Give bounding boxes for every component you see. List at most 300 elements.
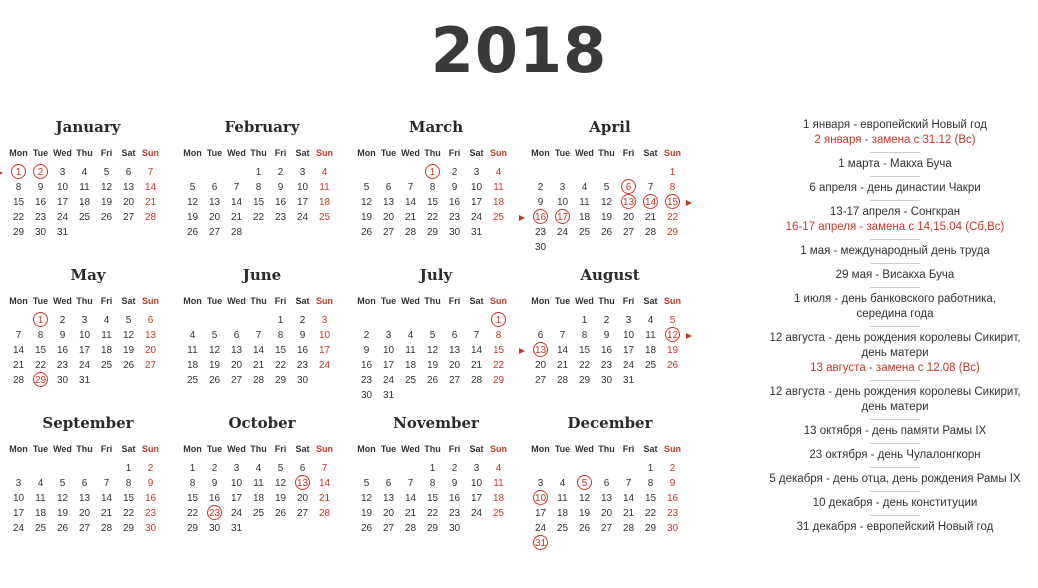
day-cell: 6 xyxy=(603,478,610,489)
day-cell: 2 xyxy=(669,463,676,474)
day-cell: 8 xyxy=(495,330,502,341)
holiday-entry xyxy=(760,292,1030,322)
day-cell: 25 xyxy=(318,212,331,223)
weekday-label: Sun xyxy=(316,148,333,158)
day-cell: 24 xyxy=(12,523,25,534)
day-cell: 17 xyxy=(296,197,309,208)
weekday-label: Tue xyxy=(206,296,223,306)
day-cell: 24 xyxy=(56,212,69,223)
day-cell: 26 xyxy=(600,227,613,238)
weekday-label: Sun xyxy=(142,148,159,158)
day-cell: 4 xyxy=(581,182,588,193)
day-cell: 4 xyxy=(255,463,262,474)
day-cell: 10 xyxy=(470,182,483,193)
day-cell: 14 xyxy=(622,493,635,504)
day-cell: 9 xyxy=(363,345,370,356)
day-cell: 21 xyxy=(556,360,569,371)
day-cell: 9 xyxy=(451,478,458,489)
day-cell: 19 xyxy=(56,508,69,519)
day-cell: 11 xyxy=(79,182,90,193)
day-cell: 19 xyxy=(426,360,439,371)
day-cell: 7 xyxy=(407,478,414,489)
day-cell: 4 xyxy=(495,463,502,474)
weekday-label: Wed xyxy=(401,148,420,158)
holiday-text: 13 октября - день памяти Рамы IX xyxy=(803,425,987,437)
day-cell: 23 xyxy=(666,508,679,519)
month-name: December xyxy=(567,414,653,432)
day-cell: 9 xyxy=(299,330,306,341)
day-cell: 14 xyxy=(230,197,243,208)
day-cell: 5 xyxy=(103,167,110,178)
day-cell: 21 xyxy=(622,508,635,519)
day-cell: 12 xyxy=(122,330,135,341)
weekday-label: Mon xyxy=(9,444,28,454)
day-cell: 17 xyxy=(622,345,635,356)
month-name: April xyxy=(589,118,631,136)
day-cell: 4 xyxy=(407,330,414,341)
day-cell: 21 xyxy=(470,360,483,371)
day-cell: 9 xyxy=(147,478,154,489)
day-cell: 29 xyxy=(492,375,505,386)
weekday-label: Fri xyxy=(448,296,461,306)
weekday-label: Mon xyxy=(531,148,550,158)
weekday-label: Thu xyxy=(76,444,93,454)
day-cell: 22 xyxy=(644,508,657,519)
month-name: February xyxy=(224,118,300,136)
day-cell: 5 xyxy=(125,315,132,326)
holiday-day: 5 xyxy=(574,476,595,491)
day-cell: 26 xyxy=(426,375,439,386)
day-cell: 28 xyxy=(470,375,483,386)
day-cell: 5 xyxy=(277,463,284,474)
day-cell: 20 xyxy=(534,360,547,371)
day-cell: 31 xyxy=(230,523,243,534)
holiday-day: 1 xyxy=(422,165,443,180)
day-cell: 19 xyxy=(360,508,373,519)
holiday-entry xyxy=(760,181,1030,196)
day-cell: 6 xyxy=(537,330,544,341)
weekday-label: Sat xyxy=(295,148,310,158)
day-cell: 12 xyxy=(360,493,373,504)
day-cell: 16 xyxy=(274,197,287,208)
day-cell: 24 xyxy=(470,212,483,223)
day-cell: 16 xyxy=(296,345,309,356)
day-cell: 30 xyxy=(56,375,69,386)
holiday-text: день матери xyxy=(861,401,929,413)
day-cell: 28 xyxy=(100,523,113,534)
day-cell: 19 xyxy=(600,212,613,223)
day-cell: 1 xyxy=(647,463,654,474)
weekday-label: Mon xyxy=(183,296,202,306)
weekday-label: Fri xyxy=(274,444,287,454)
day-cell: 3 xyxy=(473,167,480,178)
day-cell: 30 xyxy=(208,523,221,534)
holiday-text: 13-17 апреля - Сонгкран xyxy=(829,206,961,218)
day-cell: 31 xyxy=(470,227,483,238)
day-cell: 9 xyxy=(669,478,676,489)
day-cell: 2 xyxy=(537,182,544,193)
day-cell: 6 xyxy=(385,182,392,193)
day-cell: 18 xyxy=(578,212,591,223)
weekday-label: Wed xyxy=(227,444,246,454)
holiday-text: 23 октября - день Чулалонгкорн xyxy=(809,449,981,461)
day-cell: 4 xyxy=(321,167,328,178)
holiday-text: 1 марта - Макха Буча xyxy=(838,158,952,170)
day-cell: 3 xyxy=(15,478,22,489)
day-cell: 12 xyxy=(208,345,221,356)
day-cell: 23 xyxy=(448,212,461,223)
month-name: October xyxy=(228,414,296,432)
arrow-marker-icon xyxy=(686,333,692,339)
weekday-label: Sun xyxy=(664,444,681,454)
day-cell: 27 xyxy=(534,375,547,386)
day-cell: 6 xyxy=(233,330,240,341)
day-cell: 14 xyxy=(100,493,113,504)
day-cell: 23 xyxy=(534,227,547,238)
day-cell: 16 xyxy=(448,197,461,208)
weekday-label: Thu xyxy=(250,148,267,158)
day-cell: 29 xyxy=(186,523,199,534)
arrow-marker-icon xyxy=(519,348,525,354)
weekday-label: Fri xyxy=(274,296,287,306)
day-cell: 30 xyxy=(296,375,309,386)
arrow-marker-icon xyxy=(519,215,525,221)
month-april xyxy=(530,118,690,268)
day-cell: 13 xyxy=(448,345,461,356)
weekday-label: Wed xyxy=(575,444,594,454)
day-cell: 14 xyxy=(404,197,417,208)
day-cell: 20 xyxy=(208,212,221,223)
holiday-day: 2 xyxy=(30,165,51,180)
day-cell: 30 xyxy=(600,375,613,386)
day-cell: 28 xyxy=(12,375,25,386)
day-cell: 18 xyxy=(78,197,91,208)
weekday-label: Wed xyxy=(575,296,594,306)
weekday-label: Thu xyxy=(250,296,267,306)
day-cell: 27 xyxy=(600,523,613,534)
day-cell: 28 xyxy=(144,212,157,223)
day-cell: 6 xyxy=(451,330,458,341)
day-cell: 13 xyxy=(230,345,243,356)
day-cell: 10 xyxy=(78,330,91,341)
day-cell: 8 xyxy=(647,478,654,489)
weekday-label: Sat xyxy=(643,296,658,306)
weekday-label: Fri xyxy=(100,444,113,454)
holiday-text: 1 июля - день банковского работника, xyxy=(793,293,997,305)
holiday-divider xyxy=(870,491,920,492)
day-cell: 15 xyxy=(426,197,439,208)
day-cell: 8 xyxy=(189,478,196,489)
weekday-label: Wed xyxy=(227,148,246,158)
day-cell: 24 xyxy=(296,212,309,223)
day-cell: 5 xyxy=(429,330,436,341)
weekday-label: Sat xyxy=(643,148,658,158)
month-july xyxy=(356,266,516,416)
day-cell: 24 xyxy=(78,360,91,371)
day-cell: 1 xyxy=(669,167,676,178)
day-cell: 18 xyxy=(318,197,331,208)
holiday-divider xyxy=(870,380,920,381)
day-cell: 5 xyxy=(211,330,218,341)
holiday-entry xyxy=(760,448,1030,463)
day-cell: 6 xyxy=(211,182,218,193)
day-cell: 17 xyxy=(78,345,91,356)
day-cell: 11 xyxy=(645,330,656,341)
holiday-substitute-text: 2 января - замена с 31.12 (Вс) xyxy=(814,134,976,146)
day-cell: 22 xyxy=(274,360,287,371)
day-cell: 14 xyxy=(404,493,417,504)
day-cell: 7 xyxy=(255,330,262,341)
month-name: August xyxy=(580,266,640,284)
day-cell: 29 xyxy=(274,375,287,386)
day-cell: 12 xyxy=(426,345,439,356)
day-cell: 22 xyxy=(34,360,47,371)
holiday-divider xyxy=(870,326,920,327)
day-cell: 13 xyxy=(382,493,395,504)
day-cell: 3 xyxy=(537,478,544,489)
day-cell: 4 xyxy=(495,167,502,178)
month-september xyxy=(8,414,168,564)
day-cell: 3 xyxy=(233,463,240,474)
day-cell: 29 xyxy=(578,375,591,386)
day-cell: 31 xyxy=(78,375,91,386)
day-cell: 23 xyxy=(600,360,613,371)
day-cell: 7 xyxy=(147,167,154,178)
holiday-entry xyxy=(760,244,1030,259)
day-cell: 3 xyxy=(321,315,328,326)
holiday-day: 13 xyxy=(618,195,639,210)
holiday-substitute-text: 13 августа - замена с 12.08 (Вс) xyxy=(810,362,980,374)
weekday-label: Tue xyxy=(206,148,223,158)
day-cell: 6 xyxy=(299,463,306,474)
weekday-label: Wed xyxy=(53,444,72,454)
holiday-substitute-text: 16-17 апреля - замена с 14,15.04 (Сб,Вс) xyxy=(785,221,1005,233)
day-cell: 7 xyxy=(407,182,414,193)
day-cell: 4 xyxy=(647,315,654,326)
day-cell: 17 xyxy=(56,197,69,208)
day-cell: 28 xyxy=(230,227,243,238)
day-cell: 8 xyxy=(429,478,436,489)
holiday-divider xyxy=(870,419,920,420)
day-cell: 20 xyxy=(622,212,635,223)
day-cell: 11 xyxy=(579,197,590,208)
day-cell: 20 xyxy=(600,508,613,519)
weekday-label: Wed xyxy=(401,444,420,454)
day-cell: 25 xyxy=(556,523,569,534)
weekday-label: Tue xyxy=(206,444,223,454)
day-cell: 20 xyxy=(122,197,135,208)
day-cell: 19 xyxy=(360,212,373,223)
day-cell: 26 xyxy=(56,523,69,534)
month-november xyxy=(356,414,516,564)
holiday-day: 29 xyxy=(30,373,51,388)
holiday-divider xyxy=(870,239,920,240)
weekday-label: Sun xyxy=(142,444,159,454)
day-cell: 8 xyxy=(37,330,44,341)
weekday-label: Sun xyxy=(316,444,333,454)
day-cell: 16 xyxy=(144,493,157,504)
month-august xyxy=(530,266,690,416)
holiday-text: 5 декабря - день отца, день рождения Рамы IX xyxy=(769,473,1021,485)
day-cell: 18 xyxy=(100,345,113,356)
holiday-day: 23 xyxy=(204,506,225,521)
day-cell: 1 xyxy=(277,315,284,326)
holiday-divider xyxy=(870,515,920,516)
day-cell: 7 xyxy=(625,478,632,489)
day-cell: 10 xyxy=(296,182,309,193)
day-cell: 29 xyxy=(644,523,657,534)
day-cell: 11 xyxy=(319,182,330,193)
weekday-label: Tue xyxy=(380,296,397,306)
day-cell: 5 xyxy=(59,478,66,489)
holiday-text: 1 мая - международный день труда xyxy=(800,245,990,257)
day-cell: 15 xyxy=(426,493,439,504)
day-cell: 24 xyxy=(318,360,331,371)
day-cell: 17 xyxy=(230,493,243,504)
weekday-label: Fri xyxy=(448,444,461,454)
day-cell: 12 xyxy=(578,493,591,504)
day-cell: 26 xyxy=(578,523,591,534)
weekday-label: Thu xyxy=(598,444,615,454)
day-cell: 5 xyxy=(363,182,370,193)
day-cell: 4 xyxy=(559,478,566,489)
day-cell: 24 xyxy=(556,227,569,238)
day-cell: 14 xyxy=(12,345,25,356)
arrow-marker-icon xyxy=(686,200,692,206)
weekday-label: Mon xyxy=(357,148,376,158)
day-cell: 16 xyxy=(448,493,461,504)
day-cell: 21 xyxy=(404,508,417,519)
day-cell: 25 xyxy=(186,375,199,386)
day-cell: 6 xyxy=(385,478,392,489)
day-cell: 22 xyxy=(252,212,265,223)
day-cell: 14 xyxy=(556,345,569,356)
day-cell: 27 xyxy=(208,227,221,238)
day-cell: 31 xyxy=(622,375,635,386)
day-cell: 27 xyxy=(230,375,243,386)
holiday-text: 12 августа - день рождения королевы Сикирит, xyxy=(769,386,1021,398)
day-cell: 4 xyxy=(103,315,110,326)
day-cell: 9 xyxy=(211,478,218,489)
weekday-label: Sat xyxy=(121,444,136,454)
day-cell: 20 xyxy=(448,360,461,371)
day-cell: 24 xyxy=(534,523,547,534)
weekday-label: Tue xyxy=(380,148,397,158)
day-cell: 3 xyxy=(59,167,66,178)
day-cell: 19 xyxy=(208,360,221,371)
day-cell: 2 xyxy=(299,315,306,326)
day-cell: 8 xyxy=(581,330,588,341)
day-cell: 20 xyxy=(230,360,243,371)
weekday-label: Fri xyxy=(622,296,635,306)
day-cell: 2 xyxy=(211,463,218,474)
weekday-label: Sat xyxy=(295,444,310,454)
month-name: September xyxy=(42,414,134,432)
day-cell: 27 xyxy=(122,212,135,223)
weekday-label: Mon xyxy=(183,444,202,454)
day-cell: 23 xyxy=(144,508,157,519)
weekday-label: Sat xyxy=(469,296,484,306)
weekday-label: Sun xyxy=(490,148,507,158)
day-cell: 17 xyxy=(470,197,483,208)
holiday-text: день матери xyxy=(861,347,929,359)
day-cell: 11 xyxy=(493,478,504,489)
weekday-label: Sat xyxy=(295,296,310,306)
day-cell: 9 xyxy=(59,330,66,341)
weekday-label: Sat xyxy=(121,148,136,158)
day-cell: 18 xyxy=(492,493,505,504)
day-cell: 8 xyxy=(15,182,22,193)
day-cell: 11 xyxy=(405,345,416,356)
weekday-label: Sat xyxy=(469,148,484,158)
day-cell: 30 xyxy=(34,227,47,238)
day-cell: 10 xyxy=(12,493,25,504)
day-cell: 27 xyxy=(78,523,91,534)
weekday-label: Sat xyxy=(469,444,484,454)
weekday-label: Wed xyxy=(53,148,72,158)
holiday-entry xyxy=(760,205,1030,235)
holiday-entry xyxy=(760,157,1030,172)
weekday-label: Tue xyxy=(32,296,49,306)
day-cell: 3 xyxy=(625,315,632,326)
day-cell: 6 xyxy=(125,167,132,178)
day-cell: 8 xyxy=(429,182,436,193)
day-cell: 23 xyxy=(274,212,287,223)
day-cell: 25 xyxy=(100,360,113,371)
day-cell: 22 xyxy=(492,360,505,371)
day-cell: 20 xyxy=(382,508,395,519)
day-cell: 4 xyxy=(81,167,88,178)
day-cell: 11 xyxy=(253,478,264,489)
day-cell: 13 xyxy=(144,330,157,341)
holiday-divider xyxy=(870,287,920,288)
day-cell: 23 xyxy=(34,212,47,223)
day-cell: 29 xyxy=(12,227,25,238)
day-cell: 29 xyxy=(426,227,439,238)
holiday-entry xyxy=(760,496,1030,511)
holiday-day: 14 xyxy=(640,195,661,210)
day-cell: 9 xyxy=(537,197,544,208)
holiday-entry xyxy=(760,268,1030,283)
day-cell: 12 xyxy=(600,197,613,208)
weekday-label: Sun xyxy=(664,148,681,158)
day-cell: 18 xyxy=(186,360,199,371)
weekday-label: Sun xyxy=(490,444,507,454)
day-cell: 15 xyxy=(186,493,199,504)
weekday-label: Mon xyxy=(531,444,550,454)
weekday-label: Fri xyxy=(622,148,635,158)
day-cell: 19 xyxy=(100,197,113,208)
month-name: July xyxy=(419,266,453,284)
day-cell: 7 xyxy=(647,182,654,193)
day-cell: 19 xyxy=(274,493,287,504)
day-cell: 26 xyxy=(274,508,287,519)
day-cell: 15 xyxy=(252,197,265,208)
month-may xyxy=(8,266,168,416)
weekday-label: Fri xyxy=(100,296,113,306)
weekday-label: Tue xyxy=(32,444,49,454)
day-cell: 7 xyxy=(559,330,566,341)
day-cell: 2 xyxy=(147,463,154,474)
day-cell: 28 xyxy=(556,375,569,386)
weekday-label: Thu xyxy=(250,444,267,454)
day-cell: 22 xyxy=(186,508,199,519)
month-name: January xyxy=(55,118,121,136)
day-cell: 19 xyxy=(666,345,679,356)
day-cell: 30 xyxy=(448,523,461,534)
day-cell: 7 xyxy=(233,182,240,193)
month-october xyxy=(182,414,342,564)
